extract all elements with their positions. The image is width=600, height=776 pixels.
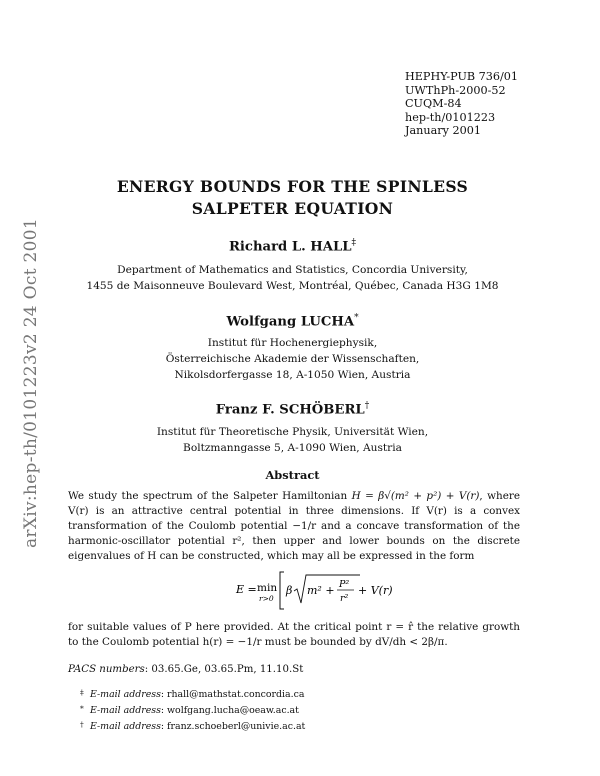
equation-lhs: E = bbox=[236, 583, 257, 596]
footnote: ‡ E-mail address: rhall@mathstat.concordia.ca bbox=[80, 688, 305, 700]
paper-title bbox=[60, 176, 525, 220]
report-numbers bbox=[405, 70, 518, 138]
report-number: HEPHY-PUB 736/01 bbox=[405, 70, 519, 83]
email-address[interactable]: : franz.schoeberl@univie.ac.at bbox=[160, 720, 306, 732]
footnote: † E-mail address: franz.schoeberl@univie.ac.at bbox=[80, 719, 306, 732]
equation-potential: + V(r) bbox=[358, 584, 393, 597]
energy-bound-equation bbox=[236, 569, 393, 611]
arxiv-identifier-stamp: arXiv:hep-th/0101223v2 24 Oct 2001 bbox=[21, 218, 41, 549]
abstract-paragraph: for suitable values of P here provided. At the critical point r = r̂ the relative growth to the Coulomb potential h(r) = −1/r must be bounded by dV/dh < 2β/π. bbox=[68, 621, 520, 649]
footnote: * E-mail address: wolfgang.lucha@oeaw.ac.at bbox=[80, 703, 299, 716]
footnote-mark: † bbox=[364, 401, 370, 411]
author-affiliation: Institut für Theoretische Physik, Universität Wien, Boltzmanngasse 5, A-1090 Wien, Austria bbox=[156, 426, 429, 454]
abstract-paragraph: We study the spectrum of the Salpeter Hamiltonian H = β√(m² + p²) + V(r), where V(r) is an attractive central potential in three dimensions. If V(r) is a convex transformation of the Coulomb potential −1/r and a concave transformation of the harmonic-oscillator potential r², then upper and lower bounds on the discrete eigenvalues of H can be constructed, which may all be expressed in the form bbox=[68, 490, 520, 563]
pacs-label: PACS numbers bbox=[68, 664, 145, 675]
report-number: hep-th/0101223 bbox=[405, 110, 496, 124]
email-address[interactable]: : rhall@mathstat.concordia.ca bbox=[160, 689, 305, 700]
report-number: UWThPh-2000-52 bbox=[405, 83, 506, 97]
email-address[interactable]: : wolfgang.lucha@oeaw.ac.at bbox=[160, 704, 299, 716]
title-line: ENERGY BOUNDS FOR THE SPINLESS bbox=[116, 177, 469, 196]
title-line: SALPETER EQUATION bbox=[191, 199, 394, 218]
abstract-heading: Abstract bbox=[265, 468, 320, 482]
equation-mass-term: m² + bbox=[307, 584, 335, 597]
report-number: CUQM-84 bbox=[405, 97, 462, 111]
equation-denominator: r² bbox=[340, 593, 349, 604]
author-name: Franz F. SCHÖBERL† bbox=[215, 401, 370, 418]
footnote-mark: * bbox=[80, 703, 84, 713]
left-bracket bbox=[280, 572, 284, 609]
footnote-mark: ‡ bbox=[351, 238, 357, 248]
equation-numerator: P² bbox=[339, 579, 350, 590]
footnote-mark: * bbox=[354, 313, 359, 323]
pacs-numbers bbox=[68, 664, 303, 675]
author-name: Richard L. HALL‡ bbox=[228, 238, 357, 255]
hamiltonian-formula: H = β√(m² + p²) + V(r) bbox=[351, 490, 480, 502]
equation-min: min bbox=[257, 582, 278, 594]
author-affiliation: Institut für Hochenergiephysik, Österreichische Akademie der Wissenschaften, Nikolsdorfergasse 18, A-1050 Wien, Austria bbox=[165, 337, 420, 381]
pacs-value: : 03.65.Ge, 03.65.Pm, 11.10.St bbox=[144, 664, 304, 675]
author-name: Wolfgang LUCHA* bbox=[226, 313, 359, 330]
footnote-mark: ‡ bbox=[80, 688, 84, 697]
footnotes bbox=[80, 686, 305, 733]
equation-graphic bbox=[236, 569, 393, 613]
equation-min-subscript: r>0 bbox=[259, 594, 274, 603]
author-affiliation: Department of Mathematics and Statistics, Concordia University, 1455 de Maisonneuve Boulevard West, Montréal, Québec, Canada H3G 1M8 bbox=[86, 264, 499, 292]
equation-beta: β bbox=[286, 584, 293, 597]
footnote-mark: † bbox=[80, 719, 84, 729]
report-date: January 2001 bbox=[405, 124, 481, 138]
